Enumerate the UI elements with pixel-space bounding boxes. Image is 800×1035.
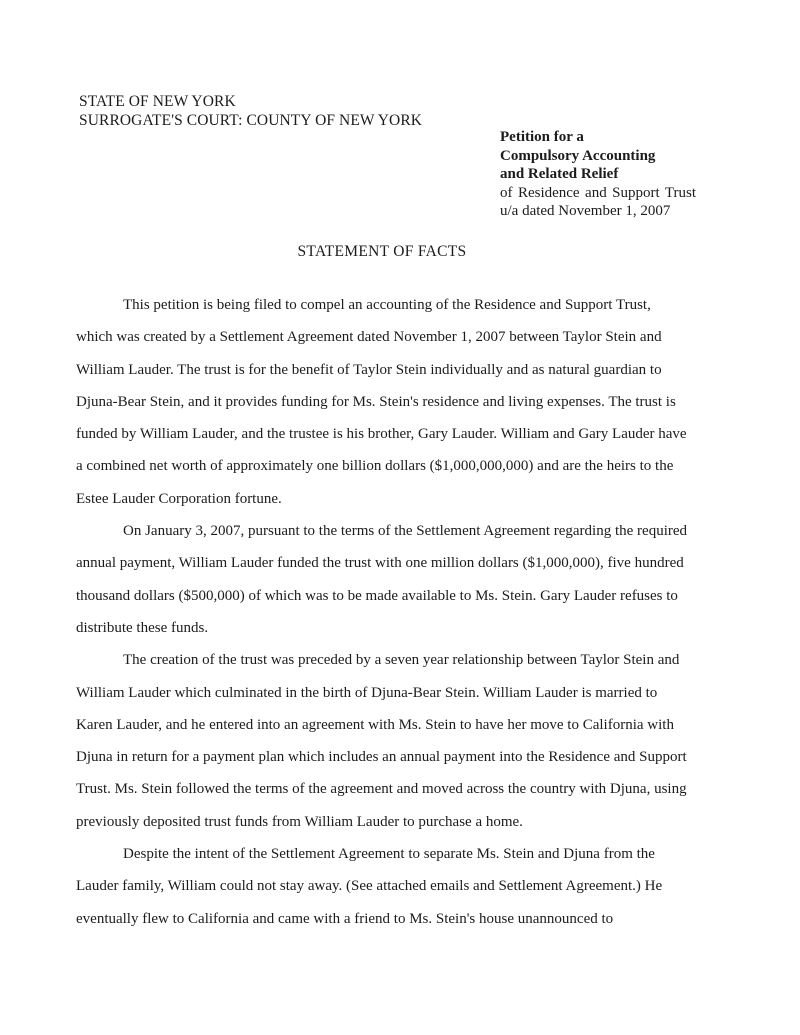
paragraph: On January 3, 2007, pursuant to the terms of the Settlement Agreement regarding the required annual payment, William Lauder funded the trust with one million dollars ($1,000,000), five hundred thousand dollars ($500,000) of which was to be made available to Ms. Stein. Gary Lauder refuses to distribute these funds. (76, 523, 688, 636)
caption-title-line-1: Petition for a (500, 129, 584, 145)
paragraph: Despite the intent of the Settlement Agreement to separate Ms. Stein and Djuna from the Lauder family, William could not stay away. (See attached emails and Settlement Agreement.) He eventually flew to California and came with a friend to Ms. Stein's house unannounced to (76, 846, 663, 927)
court-header-state: STATE OF NEW YORK (79, 93, 236, 110)
caption-title-line-3: and Related Relief (500, 166, 619, 182)
statement-body (76, 289, 688, 935)
case-caption (500, 128, 696, 221)
paragraph: The creation of the trust was preceded by a seven year relationship between Taylor Stein and William Lauder which culminated in the birth of Djuna-Bear Stein. William Lauder is married to Karen Lauder, and he entered into an agreement with Ms. Stein to have her move to California with Djuna in return for a payment plan which includes an annual payment into the Residence and Support Trust. Ms. Stein followed the terms of the agreement and moved across the country with Djuna, using previously deposited trust funds from William Lauder to purchase a home. (76, 652, 687, 830)
court-header-court: SURROGATE'S COURT: COUNTY OF NEW YORK (79, 112, 423, 129)
caption-subtitle: of Residence and Support Trust u/a dated November 1, 2007 (500, 184, 696, 219)
paragraph: This petition is being filed to compel an accounting of the Residence and Support Trust, which was created by a Settlement Agreement dated November 1, 2007 between Taylor Stein and William Lauder. The trust is for the benefit of Taylor Stein individually and as natural guardian to Djuna-Bear Stein, and it provides funding for Ms. Stein's residence and living expenses. The trust is funded by William Lauder, and the trustee is his brother, Gary Lauder. William and Gary Lauder have a combined net worth of approximately one billion dollars ($1,000,000,000) and are the heirs to the Estee Lauder Corporation fortune. (76, 297, 687, 507)
section-title: STATEMENT OF FACTS (297, 243, 467, 260)
court-header (79, 92, 422, 130)
caption-title-line-2: Compulsory Accounting (500, 147, 656, 164)
